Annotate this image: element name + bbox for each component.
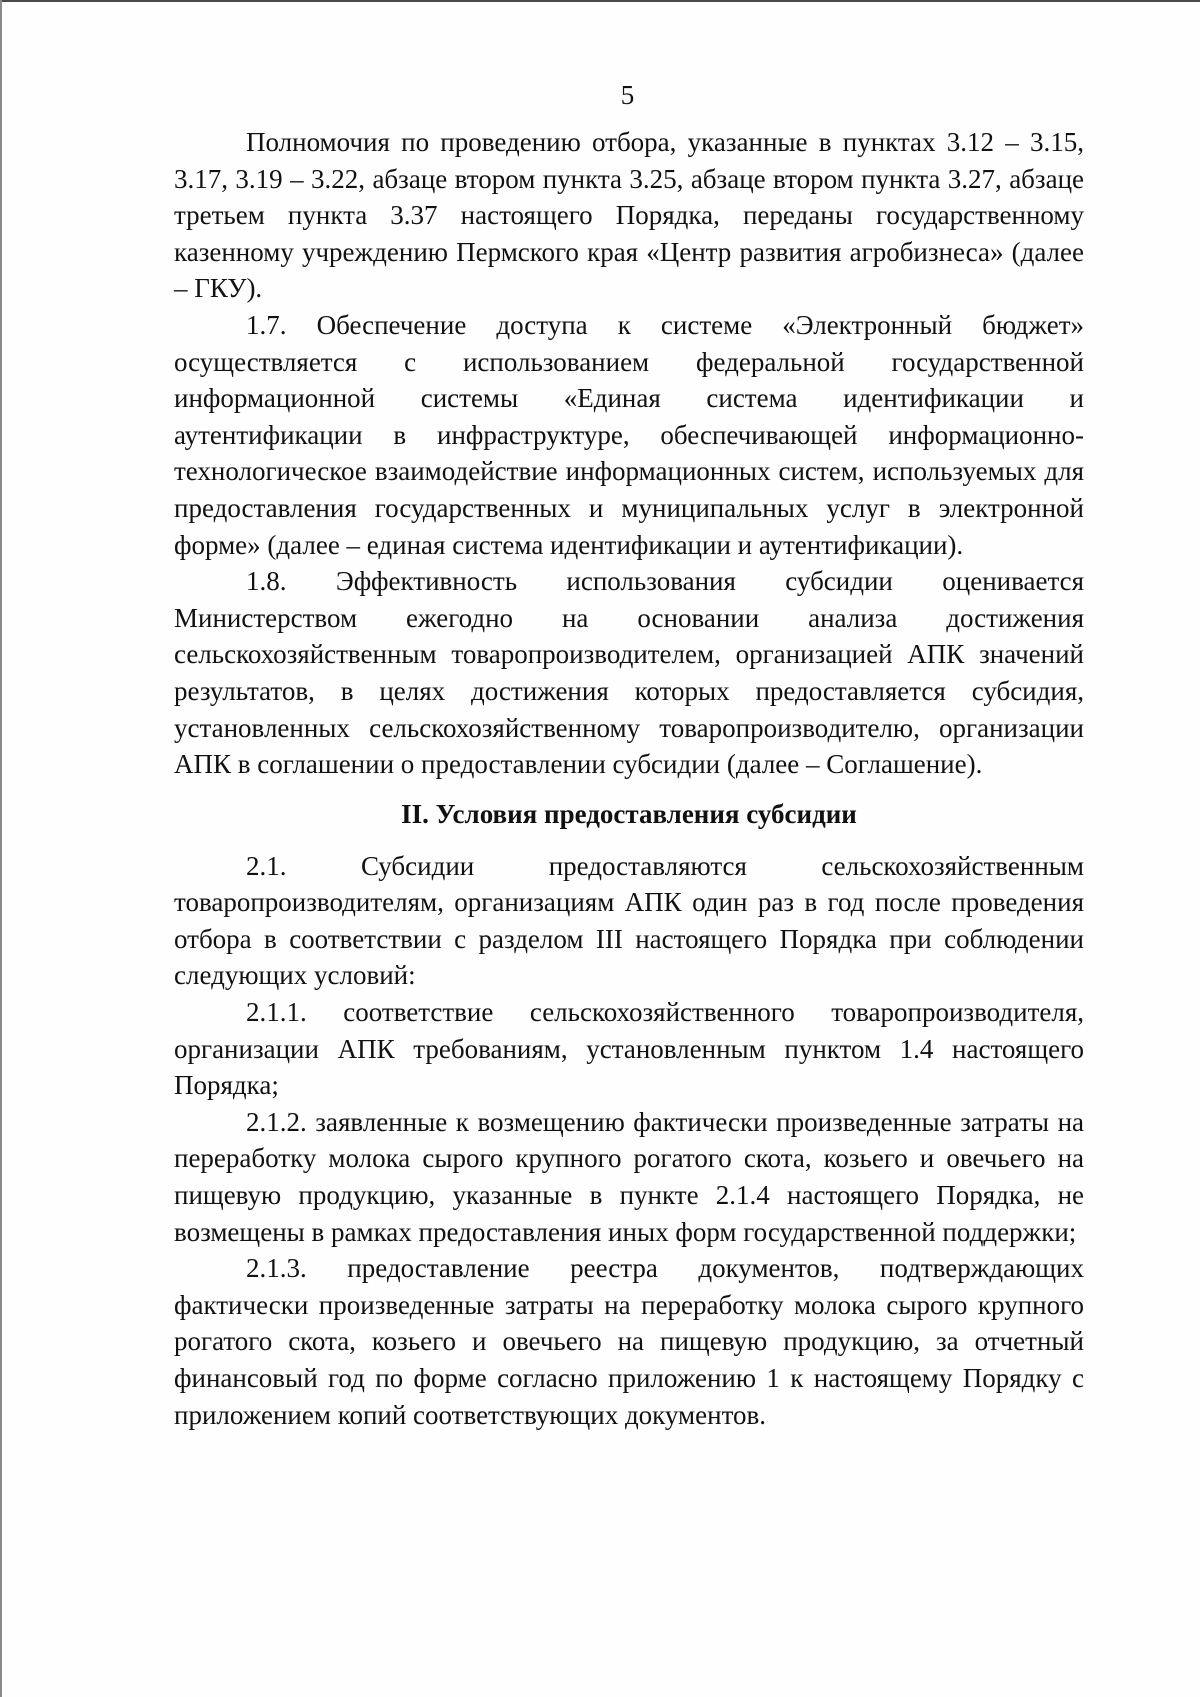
page-number: 5 — [620, 80, 635, 110]
paragraph-2-1-1: 2.1.1. соответствие сельскохозяйственного товаропроизводителя, организации АПК требованиям, установленным пунктом 1.4 настоящего Порядка; — [174, 997, 1084, 1101]
paragraph-1-7: 1.7. Обеспечение доступа к системе «Электронный бюджет» осуществляется с использованием федеральной государственной информационной системы «Единая система идентификации и аутентификации в инфраструктуре, обеспечивающей информационно-технологическое взаимодействие информационных систем, используемых для предоставления государственных и муниципальных услуг в электронной форме» (далее – единая система идентификации и аутентификации). — [174, 309, 1084, 560]
scan-edge-top — [0, 0, 1200, 2]
paragraph-2-1: 2.1. Субсидии предоставляются сельскохозяйственным товаропроизводителям, организациям АПК один раз в год после проведения отбора в соответствии с разделом III настоящего Порядка при соблюдении следующих условий: — [174, 850, 1084, 991]
document-body — [174, 124, 1084, 1433]
paragraph-2-1-2: 2.1.2. заявленные к возмещению фактически произведенные затраты на переработку молока сырого крупного рогатого скота, козьего и овечьего на пищевую продукцию, указанные в пункте 2.1.4 настоящего Порядка, не возмещены в рамках предоставления иных форм государственной поддержки; — [174, 1106, 1084, 1247]
section-heading: II. Условия предоставления субсидии — [401, 798, 857, 829]
paragraph-1-8: 1.8. Эффективность использования субсидии оценивается Министерством ежегодно на основании анализа достижения сельскохозяйственным товаропроизводителем, организацией АПК значений результатов, в целях достижения которых предоставляется субсидия, установленных сельскохозяйственному товаропроизводителю, организации АПК в соглашении о предоставлении субсидии (далее – Соглашение). — [174, 566, 1084, 780]
paragraph-authority-transfer: Полномочия по проведению отбора, указанные в пунктах 3.12 – 3.15, 3.17, 3.19 – 3.22, абзаце втором пункта 3.25, абзаце втором пункта 3.27, абзаце третьем пункта 3.37 настоящего Порядка, переданы государственному казенному учреждению Пермского края «Центр развития агробизнеса» (далее – ГКУ). — [174, 127, 1084, 304]
scan-edge-left — [0, 0, 2, 1697]
paragraph-2-1-3: 2.1.3. предоставление реестра документов, подтверждающих фактически произведенные затраты на переработку молока сырого крупного рогатого скота, козьего и овечьего на пищевую продукцию, за отчетный финансовый год по форме согласно приложению 1 к настоящему Порядку с приложением копий соответствующих документов. — [174, 1253, 1084, 1430]
